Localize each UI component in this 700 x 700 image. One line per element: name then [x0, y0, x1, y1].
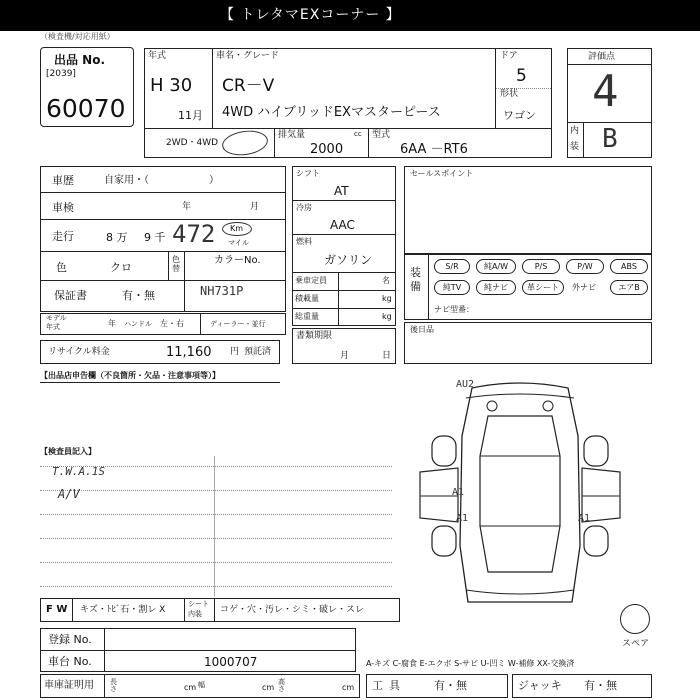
color-value: クロ — [110, 261, 132, 274]
fuel-value: ガソリン — [324, 253, 373, 267]
mileage-sen: 9 千 — [144, 231, 166, 244]
inspector-label: 【検査員記入】 — [40, 447, 96, 456]
jack-value: 有・無 — [584, 679, 617, 692]
capacity-label: 乗車定員 — [295, 276, 327, 285]
load-label: 積載量 — [295, 294, 319, 303]
fuel-label: 燃料 — [296, 237, 312, 246]
doors-value: 5 — [516, 66, 527, 86]
after-market-box — [404, 322, 652, 364]
handle-label: ハンドル — [124, 320, 152, 328]
fw-text: キズ・ﾄﾋﾞ石・割レ X — [80, 605, 166, 615]
mileage-unit-mile: マイル — [228, 239, 249, 247]
spare-tire-icon — [620, 604, 650, 634]
equip-navi: 純ナビ — [476, 280, 516, 295]
weight-unit: kg — [382, 312, 392, 321]
aircon-label: 冷房 — [296, 203, 312, 212]
registration-label: 登録 No. — [48, 633, 92, 646]
left-rear-wheel — [432, 526, 456, 556]
inspection-month: 月 — [250, 202, 260, 212]
model-value: 6AA －RT6 — [400, 142, 468, 157]
right-rear-wheel — [584, 526, 608, 556]
lot-tag: [2039] — [46, 69, 76, 79]
car-damage-diagram — [410, 376, 630, 608]
chassis-value: 1000707 — [204, 655, 258, 669]
damage-codes-legend: A-キズ C-腐食 E-エクボ S-サビ U-凹ミ W-補修 XX-交換済 — [366, 659, 575, 668]
sales-point-box — [404, 166, 652, 254]
garage-long: 長さ — [110, 678, 117, 693]
shift-value: AT — [334, 184, 349, 198]
mileage-label: 走行 — [52, 230, 74, 243]
color-code-label: カラーNo. — [214, 255, 261, 266]
equip-ps: P/S — [522, 259, 560, 274]
year-month: 11月 — [178, 109, 203, 122]
diagram-mark-left-rear: A1 — [456, 513, 469, 524]
lot-label: 出品 No. — [54, 53, 106, 67]
equip-tv: 純TV — [434, 280, 470, 295]
interior-label-2: 装 — [570, 142, 580, 152]
lot-number: 60070 — [46, 94, 126, 123]
capacity-unit: 名 — [382, 276, 390, 285]
equip-leather: 革シート — [522, 280, 564, 295]
color-label: 色 — [56, 261, 67, 274]
color-code: NH731P — [200, 284, 244, 298]
after-market-label: 後日品 — [410, 325, 434, 334]
year-label: 年式 — [148, 51, 167, 61]
model-year-label2: 年式 — [46, 323, 60, 331]
jack-label: ジャッキ — [518, 679, 562, 692]
garage-height: 高さ — [278, 678, 285, 693]
aircon-value: AAC — [330, 218, 355, 232]
recycle-label: リサイクル料金 — [48, 347, 110, 357]
doc-period-month: 月 — [340, 351, 350, 361]
equip-sr: S/R — [434, 259, 470, 274]
banner-title: 【 トレタマEXコーナー 】 — [220, 7, 401, 23]
car-roof — [480, 416, 560, 572]
fw-label: F W — [46, 604, 68, 615]
garage-width-cm: cm — [262, 683, 275, 692]
year-value: H 30 — [150, 75, 193, 96]
seat-label1: シート — [188, 600, 209, 608]
mileage-unit-km: Km — [230, 224, 244, 233]
shape-value: ワゴン — [503, 109, 536, 122]
sales-point-label: セールスポイント — [410, 169, 474, 178]
chassis-label: 車台 No. — [48, 655, 92, 668]
model-year-label1: モデル — [46, 314, 67, 322]
drive-label: 2WD・4WD — [166, 138, 219, 148]
equip-pw: P/W — [566, 259, 604, 274]
remarks-label: 【出品店申告欄（不良箇所・欠品・注意事項等）】 — [40, 371, 220, 380]
weight-label: 総重量 — [295, 312, 319, 321]
left-front-wheel — [432, 436, 456, 466]
dealer-value: ディーラー・並行 — [210, 320, 266, 328]
seat-label2: 内装 — [188, 610, 202, 618]
displacement-label: 排気量 — [278, 130, 306, 140]
car-label: 車名・グレード — [216, 51, 280, 61]
recycle-value: 11,160 — [166, 345, 212, 360]
diagram-mark-front: AU2 — [456, 379, 475, 390]
equip-abs: ABS — [610, 259, 648, 274]
mileage-handwritten: 472 — [172, 220, 216, 248]
garage-long-cm: cm — [184, 683, 197, 692]
interior-label-1: 内 — [570, 126, 580, 136]
right-front-wheel — [584, 436, 608, 466]
equip-ext-navi: 外ナビ — [572, 283, 596, 292]
tools-label: 工具 — [372, 679, 406, 692]
inspection-year: 年 — [182, 202, 192, 212]
inspector-line1: T.W.A.1S — [52, 465, 105, 478]
inspection-label: 車検 — [52, 201, 74, 214]
inspector-line2: A/V — [58, 487, 80, 501]
seat-text: コゲ・穴・汚レ・シミ・破レ・スレ — [220, 605, 365, 615]
garage-label: 車庫証明用 — [44, 680, 94, 691]
color-change-label: 色替 — [172, 255, 180, 274]
equipment-label: 装備 — [410, 266, 421, 294]
tools-value: 有・無 — [434, 679, 467, 692]
interior-value: B — [602, 124, 618, 154]
car-name: CR－V — [222, 76, 275, 96]
header-note: （検査機/対応用紙） — [40, 32, 115, 41]
model-label: 型式 — [372, 130, 391, 140]
load-unit: kg — [382, 294, 392, 303]
spare-label: スペア — [622, 639, 650, 649]
car-grade: 4WD ハイブリッドEXマスターピース — [222, 105, 441, 120]
recycle-note: 預託済 — [244, 347, 272, 357]
garage-width: 幅 — [198, 681, 205, 689]
equip-alloy-wheel: 純A/W — [476, 259, 516, 274]
history-value: 自家用・（ ） — [104, 175, 219, 186]
diagram-mark-right: A1 — [578, 513, 591, 524]
doc-period-day: 日 — [382, 351, 392, 361]
history-label: 車歴 — [52, 174, 74, 187]
navi-model-label: ナビ型番： — [434, 305, 474, 314]
shape-label: 形状 — [500, 89, 519, 99]
diagram-mark-left-front: A1 — [452, 487, 465, 498]
warranty-label: 保証書 — [54, 289, 87, 302]
displacement-value: 2000 — [310, 142, 344, 157]
score-label: 評価点 — [588, 52, 616, 62]
doors-label: ドア — [500, 51, 518, 61]
score-value: 4 — [592, 66, 619, 117]
garage-height-cm: cm — [342, 683, 355, 692]
handle-value: 左・右 — [160, 319, 184, 328]
shift-label: シフト — [296, 169, 320, 178]
model-year-year: 年 — [108, 319, 116, 328]
warranty-value: 有・無 — [122, 289, 155, 302]
displacement-unit: cc — [354, 130, 362, 138]
mileage-man: 8 万 — [106, 231, 128, 244]
doc-period-label: 書類期限 — [296, 331, 333, 341]
equip-airbag: エアB — [610, 280, 648, 295]
recycle-unit: 円 — [230, 347, 240, 357]
